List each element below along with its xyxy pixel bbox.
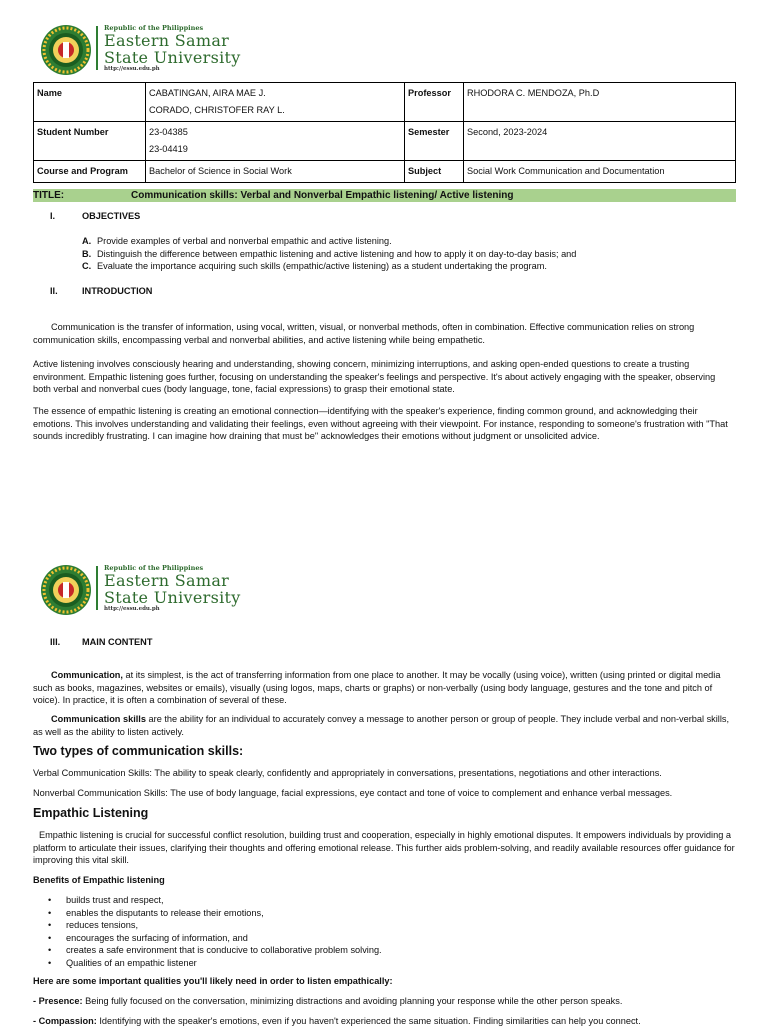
table-row bbox=[34, 83, 736, 122]
list-item: • reduces tensions, bbox=[48, 920, 139, 931]
student-number-label: Student Number bbox=[34, 122, 146, 161]
list-item: • creates a safe environment that is conducive to collaborative problem solving. bbox=[48, 945, 382, 956]
nonverbal-skills: Nonverbal Communication Skills: The use of body language, facial expressions, eye contact and tone of voice to complement and enhance verbal messages. bbox=[33, 788, 673, 798]
benefits-heading: Benefits of Empathic listening bbox=[33, 875, 165, 885]
name2: CORADO, CHRISTOFER RAY L. bbox=[149, 105, 285, 115]
university-seal-icon bbox=[40, 24, 92, 76]
main-paragraph-2: Communication skills are the ability for an individual to accurately convey a message to another person or group of people. They include verbal and non-verbal skills, as well as the ability to listen actively. bbox=[33, 714, 730, 737]
university-seal-icon bbox=[40, 564, 92, 616]
list-item: A. Provide examples of verbal and nonverbal empathic and active listening. bbox=[82, 236, 392, 246]
presence-item: - Presence: Being fully focused on the conversation, minimizing distractions and avoiding planning your response while the other person speaks. bbox=[33, 996, 623, 1006]
logo-url: http://essu.edu.ph bbox=[104, 66, 160, 72]
name1: CABATINGAN, AIRA MAE J. bbox=[149, 88, 266, 98]
logo-line2: State University bbox=[104, 48, 241, 67]
professor-label: Professor bbox=[405, 83, 464, 122]
list-item: • encourages the surfacing of information, and bbox=[48, 932, 248, 943]
heading-two-types: Two types of communication skills: bbox=[33, 744, 244, 758]
list-item: • enables the disputants to release their emotions, bbox=[48, 907, 264, 918]
title-bar bbox=[33, 189, 736, 202]
sn2: 23-04419 bbox=[149, 144, 188, 154]
course-value: Bachelor of Science in Social Work bbox=[146, 161, 405, 183]
semester-value: Second, 2023-2024 bbox=[464, 122, 736, 161]
semester-label: Semester bbox=[405, 122, 464, 161]
student-number-value bbox=[146, 122, 405, 161]
title-label: TITLE: bbox=[33, 190, 65, 201]
university-logo: Republic of the Philippines Eastern Samar State University http://essu.edu.ph bbox=[38, 562, 244, 612]
intro-paragraph-1: Communication is the transfer of information, using vocal, written, visual, or nonverbal methods, often in combination. Effective communication relies on strong communication skills, encompassing verbal and nonverbal abilities, and active listening while being empathetic. bbox=[33, 322, 695, 345]
course-label: Course and Program bbox=[34, 161, 146, 183]
intro-paragraph-2: Active listening involves consciously hearing and understanding, showing concern, minimizing interruptions, and asking open-ended questions to create a trusting environment. Empathic listening goes further, focusing on understanding the speaker's feelings and perspective. It's about actively engaging with the speaker, observing both verbal and nonverbal cues (body language, tone, facial expressions) to grasp their emotional state. bbox=[33, 359, 716, 394]
logo-line1: Eastern Samar bbox=[104, 31, 230, 50]
student-info-table bbox=[33, 82, 736, 183]
section-introduction: II. INTRODUCTION bbox=[50, 286, 153, 296]
main-paragraph-1: Communication, at its simplest, is the act of transferring information from one place to another. It may be vocally (using voice), written (using printed or digital media such as books, magazines, websites or emails), visually (using logos, maps, charts or graphs) or non-verbally (using body language, gestures and the tone and pitch of voice). In practice, it is often a combination of several of these. bbox=[33, 670, 721, 705]
section-main-content: III. MAIN CONTENT bbox=[50, 637, 153, 647]
intro-paragraph-3: The essence of empathic listening is creating an emotional connection—identifying with the speaker's experience, finding common ground, and acknowledging their emotions. This involves understanding and validating their feelings, even without agreeing with their viewpoint. For instance, responding to someone's frustration with "That sounds incredibly frustrating. I can imagine how draining that must be" acknowledges their emotions without judgment or unsolicited advice. bbox=[33, 406, 728, 441]
objectives-list bbox=[82, 235, 576, 273]
name-value bbox=[146, 83, 405, 122]
logo-republic: Republic of the Philippines bbox=[104, 24, 204, 32]
list-item: C. Evaluate the importance acquiring such skills (empathic/active listening) as a student undertaking the program. bbox=[82, 261, 547, 271]
verbal-skills: Verbal Communication Skills: The ability to speak clearly, confidently and appropriately in conversations, presentations, negotiations and other interactions. bbox=[33, 768, 662, 778]
table-row bbox=[34, 122, 736, 161]
qualities-heading: Here are some important qualities you'll likely need in order to listen empathically: bbox=[33, 976, 393, 986]
table-row bbox=[34, 161, 736, 183]
compassion-item: - Compassion: Identifying with the speaker's emotions, even if you haven't experienced the same situation. Finding similarities can help you connect. bbox=[33, 1016, 641, 1026]
professor-value: RHODORA C. MENDOZA, Ph.D bbox=[464, 83, 736, 122]
list-item: B. Distinguish the difference between empathic listening and active listening and how to apply it on day-to-day basis; and bbox=[82, 248, 577, 259]
list-item: • builds trust and respect, bbox=[48, 895, 164, 905]
heading-empathic: Empathic Listening bbox=[33, 806, 149, 820]
name-label: Name bbox=[34, 83, 146, 122]
subject-value: Social Work Communication and Documentation bbox=[464, 161, 736, 183]
list-item: • Qualities of an empathic listener bbox=[48, 957, 197, 968]
sn1: 23-04385 bbox=[149, 127, 188, 137]
empathic-paragraph: Empathic listening is crucial for successful conflict resolution, building trust and cooperation, especially in highly emotional disputes. It empowers individuals by providing a platform to articulate their issues, clarifying their thoughts and offering emotional release. This further aids problem-solving, and readily available resources offer guidance for improving this vital skill. bbox=[33, 830, 735, 865]
section-objectives: I. OBJECTIVES bbox=[50, 211, 141, 221]
university-logo bbox=[38, 22, 244, 72]
title-text: Communication skills: Verbal and Nonverbal Empathic listening/ Active listening bbox=[131, 190, 514, 201]
subject-label: Subject bbox=[405, 161, 464, 183]
benefits-list bbox=[48, 894, 382, 970]
